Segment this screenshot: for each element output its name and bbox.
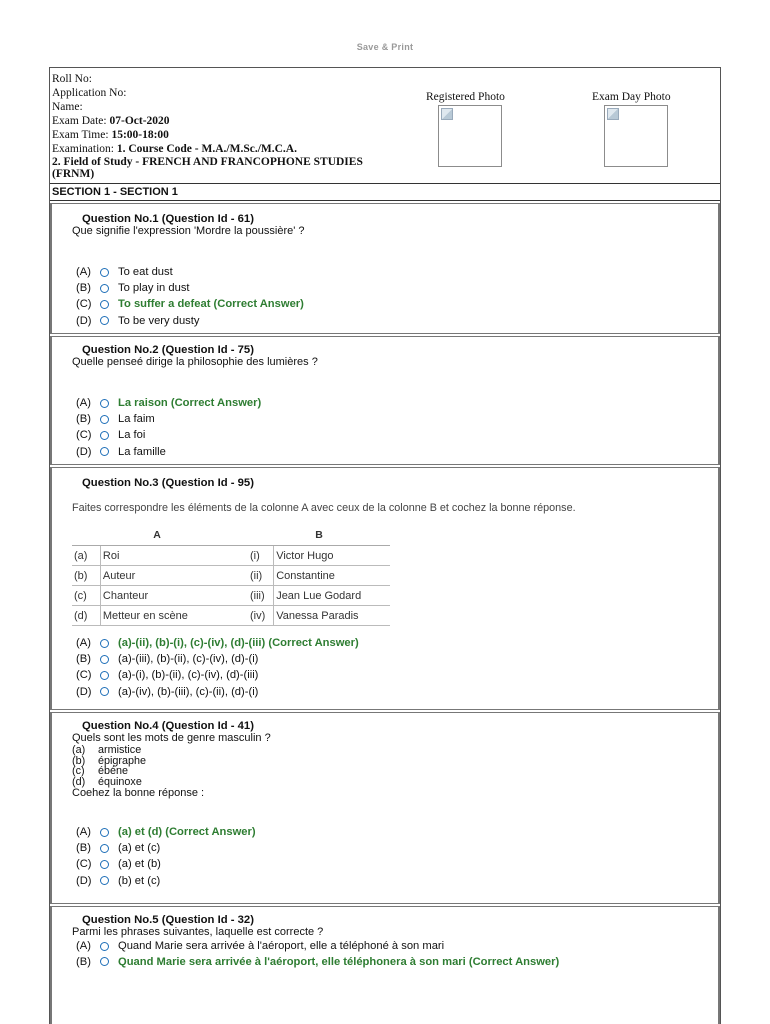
broken-image-icon [441, 108, 453, 120]
option-text: Quand Marie sera arrivée à l'aéroport, elle a téléphoné à son mari [118, 940, 445, 952]
question-title: Question No.1 (Question Id - 61) [82, 213, 254, 225]
option-b[interactable] [72, 651, 718, 667]
registered-photo-frame [438, 105, 502, 167]
option-letter: (A) [76, 637, 91, 649]
list-item: (c) ébéne [72, 765, 129, 777]
option-letter: (B) [76, 842, 91, 855]
answer-sheet [49, 67, 721, 1024]
radio-icon[interactable] [100, 447, 109, 456]
application-no-label: Application No: [52, 87, 127, 99]
option-text: (b) et (c) [118, 874, 161, 887]
option-letter: (C) [76, 429, 92, 442]
option-b[interactable] [72, 411, 718, 427]
question-title: Question No.2 (Question Id - 75) [82, 344, 254, 356]
option-text: La raison (Correct Answer) [118, 397, 262, 409]
option-a[interactable] [72, 635, 718, 651]
radio-icon[interactable] [100, 300, 109, 309]
question-2 [50, 336, 720, 465]
option-letter: (C) [76, 858, 92, 871]
option-d[interactable] [72, 873, 718, 889]
b-index: (ii) [248, 566, 274, 586]
registered-photo [426, 90, 505, 167]
option-text: To eat dust [118, 266, 173, 278]
option-letter: (A) [76, 940, 91, 952]
exam-date-label: Exam Date: [52, 115, 107, 127]
question-1 [50, 203, 720, 334]
radio-icon[interactable] [100, 316, 109, 325]
question-text: Que signifie l'expression 'Mordre la poussière' ? [72, 225, 305, 237]
option-letter: (B) [76, 413, 91, 426]
radio-icon[interactable] [100, 284, 109, 293]
radio-icon[interactable] [100, 671, 109, 680]
option-text: La famille [118, 445, 166, 458]
table-row [72, 586, 390, 606]
examination-label: Examination: [52, 143, 114, 155]
option-c[interactable] [72, 856, 718, 872]
question-text: Quelle penseé dirige la philosophie des lumières ? [72, 356, 318, 368]
question-instruction: Coehez la bonne réponse : [72, 787, 205, 799]
a-index: (d) [72, 606, 100, 626]
question-5 [50, 906, 720, 1024]
radio-icon[interactable] [100, 828, 109, 837]
option-letter: (B) [76, 956, 91, 968]
a-index: (a) [72, 546, 100, 566]
question-title: Question No.4 (Question Id - 41) [82, 720, 254, 732]
option-letter: (A) [76, 826, 91, 838]
match-table [72, 524, 390, 626]
radio-icon[interactable] [100, 942, 109, 951]
b-value: Victor Hugo [274, 546, 390, 566]
option-text: (a) et (b) [118, 858, 161, 871]
table-row [72, 546, 390, 566]
a-value: Roi [100, 546, 242, 566]
option-text: Quand Marie sera arrivée à l'aéroport, elle téléphonera à son mari (Correct Answer) [118, 956, 560, 968]
registered-photo-label: Registered Photo [426, 91, 505, 103]
a-value: Auteur [100, 566, 242, 586]
list-item: (d) équinoxe [72, 775, 142, 788]
word-list [72, 745, 718, 787]
roll-no-label: Roll No: [52, 73, 92, 85]
broken-image-icon [607, 108, 619, 120]
option-c[interactable] [72, 667, 718, 683]
column-b-header: B [248, 524, 390, 546]
option-c[interactable] [72, 296, 718, 312]
radio-icon[interactable] [100, 876, 109, 885]
option-text: To play in dust [118, 282, 190, 295]
a-index: (b) [72, 566, 100, 586]
list-item: (a) armistice [72, 744, 142, 756]
exam-date-value: 07-Oct-2020 [109, 115, 170, 127]
option-text: La faim [118, 413, 155, 426]
option-letter: (D) [76, 874, 92, 887]
b-index: (iii) [248, 586, 274, 606]
exam-time-value: 15:00-18:00 [111, 129, 169, 141]
a-index: (c) [72, 586, 100, 606]
table-row [72, 566, 390, 586]
radio-icon[interactable] [100, 268, 109, 277]
examination-info [52, 143, 382, 181]
exam-time-label: Exam Time: [52, 129, 109, 141]
question-4 [50, 712, 720, 904]
option-text: (a)-(i), (b)-(ii), (c)-(iv), (d)-(iii) [118, 669, 259, 682]
option-text: (a)-(iv), (b)-(iii), (c)-(ii), (d)-(i) [118, 685, 259, 698]
option-b[interactable] [72, 280, 718, 296]
column-a-header: A [72, 524, 242, 546]
option-letter: (D) [76, 445, 92, 458]
option-letter: (C) [76, 669, 92, 682]
candidate-info [50, 68, 720, 184]
radio-icon[interactable] [100, 844, 109, 853]
option-letter: (C) [76, 298, 92, 311]
option-d[interactable] [72, 313, 718, 329]
radio-icon[interactable] [100, 415, 109, 424]
b-value: Jean Lue Godard [274, 586, 390, 606]
option-text: La foi [118, 429, 146, 442]
radio-icon[interactable] [100, 431, 109, 440]
option-letter: (B) [76, 653, 91, 666]
b-index: (i) [248, 546, 274, 566]
question-text: Quels sont les mots de genre masculin ? [72, 732, 271, 744]
option-letter: (D) [76, 314, 92, 327]
option-text: (a) et (c) [118, 842, 161, 855]
exam-day-photo-label: Exam Day Photo [592, 91, 671, 103]
option-b[interactable] [72, 956, 718, 968]
option-text: (a)-(iii), (b)-(ii), (c)-(iv), (d)-(i) [118, 653, 259, 666]
a-value: Chanteur [100, 586, 242, 606]
course-code: 1. Course Code - M.A./M.Sc./M.C.A. [116, 143, 297, 155]
question-3 [50, 467, 720, 710]
option-letter: (A) [76, 266, 91, 278]
exam-day-photo-frame [604, 105, 668, 167]
a-value: Metteur en scène [100, 606, 242, 626]
option-a[interactable] [72, 824, 718, 840]
exam-day-photo [592, 90, 671, 167]
question-title: Question No.3 (Question Id - 95) [82, 477, 254, 489]
option-text: (a)-(ii), (b)-(i), (c)-(iv), (d)-(iii) (Correct Answer) [118, 637, 359, 649]
option-letter: (A) [76, 397, 91, 409]
radio-icon[interactable] [100, 639, 109, 648]
b-value: Constantine [274, 566, 390, 586]
radio-icon[interactable] [100, 687, 109, 696]
question-text: Faites correspondre les éléments de la colonne A avec ceux de la colonne B et cochez la bonne réponse. [72, 502, 576, 514]
option-a[interactable] [72, 939, 718, 953]
radio-icon[interactable] [100, 957, 109, 966]
table-row [72, 606, 390, 626]
option-d[interactable] [72, 444, 718, 460]
field-of-study: 2. Field of Study - FRENCH AND FRANCOPHONE STUDIES (FRNM) [52, 155, 363, 180]
b-value: Vanessa Paradis [274, 606, 390, 626]
list-item: (b) épigraphe [72, 754, 147, 767]
option-c[interactable] [72, 427, 718, 443]
question-title: Question No.5 (Question Id - 32) [82, 914, 254, 926]
section-title: SECTION 1 - SECTION 1 [50, 184, 720, 201]
radio-icon[interactable] [100, 860, 109, 869]
option-d[interactable] [72, 684, 718, 700]
option-text: To be very dusty [118, 314, 200, 327]
question-text: Parmi les phrases suivantes, laquelle est correcte ? [72, 926, 324, 938]
option-b[interactable] [72, 840, 718, 856]
option-a[interactable] [72, 395, 718, 411]
name-label: Name: [52, 101, 83, 113]
option-text: (a) et (d) (Correct Answer) [118, 826, 256, 838]
radio-icon[interactable] [100, 399, 109, 408]
option-a[interactable] [72, 264, 718, 280]
option-letter: (D) [76, 685, 92, 698]
radio-icon[interactable] [100, 655, 109, 664]
option-text: To suffer a defeat (Correct Answer) [118, 298, 304, 311]
b-index: (iv) [248, 606, 274, 626]
save-print-link[interactable]: Save & Print [356, 42, 414, 52]
option-letter: (B) [76, 282, 91, 295]
